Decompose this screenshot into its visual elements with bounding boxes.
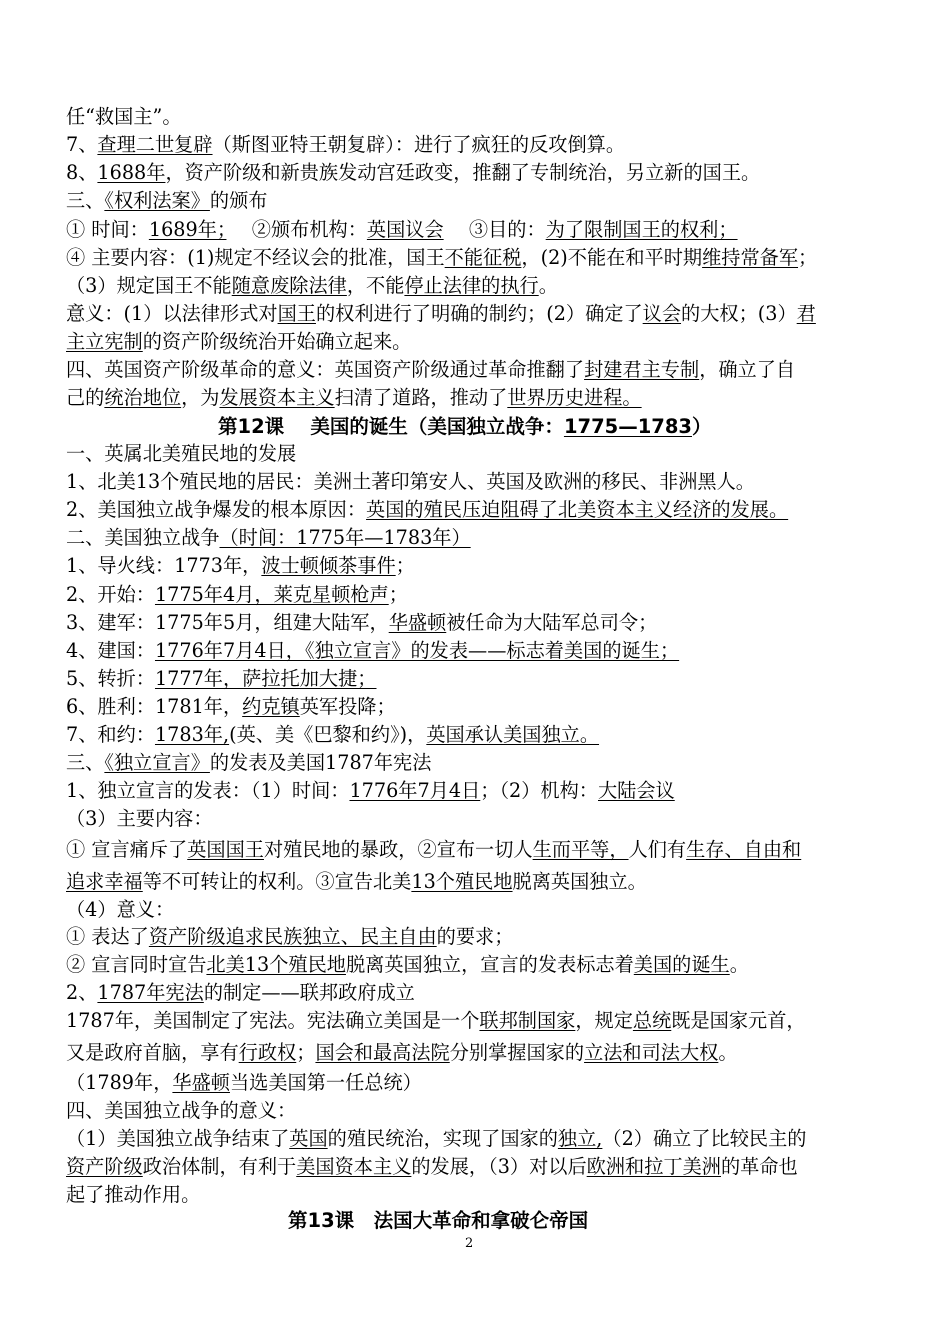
underlined-key-term: 君 [796,302,816,325]
text-line [66,496,788,524]
text-segment: 当选美国第一任总统） [229,1071,422,1094]
text-segment: ① 宣言痛斥了 [66,838,188,861]
text-segment: ； [395,554,415,577]
underlined-key-term: 立法和司法大权 [584,1041,719,1064]
underlined-key-term: 英国议会 [366,218,444,241]
underlined-key-term: 波士顿倾茶事件 [261,554,396,577]
text-segment: 脱离英国独立。 [512,870,647,893]
text-segment: 人们有 [628,838,687,861]
text-line [66,468,755,496]
underlined-key-term: 国会和最高法院 [315,1041,450,1064]
text-segment: 8、 [66,161,98,184]
text-segment: 2、 [66,981,98,1004]
text-segment: (英、美《巴黎和约》)， [229,723,427,746]
text-line [66,777,675,805]
text-segment: 2、美国独立战争爆发的根本原因： [66,498,367,521]
text-segment: 己的 [66,386,105,409]
underlined-key-term: 1775年4月，莱克星顿枪声 [154,583,389,606]
text-segment: （1789年， [66,1071,173,1094]
text-segment: 一、英属北美殖民地的发展 [66,442,297,465]
text-segment: 分别掌握国家的 [449,1041,585,1064]
text-line [66,356,795,384]
text-line [66,1125,806,1153]
underlined-key-term: 查理二世复辟 [97,133,213,156]
text-segment: 。 [718,1041,738,1064]
text-segment: （斯图亚特王朝复辟）：进行了疯狂的反攻倒算。 [212,133,626,156]
text-line [66,159,760,187]
underlined-key-term: 欧洲和拉丁美洲 [586,1155,721,1178]
underlined-key-term: 为了限制国王的权利； [545,218,738,241]
text-segment: （3）规定国王不能 [66,274,232,297]
text-line [66,1069,422,1097]
text-line [66,384,642,412]
text-line [66,328,411,356]
text-segment: 三、 [66,751,105,774]
text-segment: ，确立了自 [699,358,796,381]
underlined-key-term: 联邦制国家 [479,1009,576,1032]
text-segment: ② 宣言同时宣告 [66,953,207,976]
underlined-key-term: 北美13个殖民地 [206,953,346,976]
underlined-key-term: 不能征税 [444,246,522,269]
text-line [66,805,213,833]
text-segment: 的权利进行了明确的制约；(2）确定了 [315,302,643,325]
text-line [66,868,647,896]
text-line [66,300,816,328]
underlined-key-term: 1777年，萨拉托加大捷； [154,667,377,690]
underlined-key-term: 1783年, [154,723,230,746]
underlined-key-term: 统治地位 [104,386,182,409]
page-number: 2 [465,1236,474,1251]
text-segment: 对殖民地的暴政，②宣布一切人 [263,838,533,861]
text-segment: 四、美国独立战争的意义： [66,1099,297,1122]
text-segment: ③目的： [443,218,546,241]
underlined-key-term: 维持常备军 [702,246,799,269]
underlined-key-term: 追求幸福 [66,870,143,893]
underlined-key-term: 华盛顿 [388,611,447,634]
text-segment: ； [388,583,408,606]
text-line [66,1097,296,1125]
text-segment: ，规定 [575,1009,633,1032]
text-segment: 第12课 美国的诞生（美国独立战争： [218,415,564,438]
text-segment: （1）美国独立战争结束了 [66,1127,290,1150]
text-segment: 又是政府首脑，享有 [66,1041,239,1064]
underlined-key-term: 1775—1783 [563,415,692,438]
text-segment: 的革命也 [720,1155,798,1178]
text-segment: 二、美国独立战争 [66,526,220,549]
text-segment: 起了推动作用。 [66,1183,201,1206]
text-segment: 三、 [66,189,105,212]
underlined-key-term: 主立宪制 [66,330,143,353]
underlined-key-term: 国王 [277,302,316,325]
underlined-key-term: （时间：1775年—1783年） [219,526,471,549]
text-segment: 。 [729,953,749,976]
text-line [66,1039,738,1067]
text-line [66,187,267,215]
text-segment: ① 时间： [66,218,149,241]
text-segment: 3、建军：1775年5月，组建大陆军， [66,611,389,634]
text-segment: ②颁布机构： [226,218,367,241]
underlined-key-term: 总统 [632,1009,672,1032]
text-line [66,665,377,693]
text-line [66,721,599,749]
text-line [66,923,513,951]
text-line [66,272,558,300]
text-line [66,896,174,924]
underlined-key-term: 美国的诞生 [633,953,730,976]
text-line [66,836,801,864]
text-segment: ） [691,415,712,438]
text-segment: 6、胜利：1781年， [66,695,243,718]
underlined-key-term: 发展资本主义 [219,386,335,409]
text-segment: 的发表及美国1787年宪法 [209,751,432,774]
text-line [66,244,817,272]
lesson-heading [288,1206,588,1236]
text-segment: 第13课 法国大革命和拿破仑帝国 [288,1209,589,1232]
text-segment: 1、独立宣言的发表：（1）时间： [66,779,350,802]
underlined-key-term: 美国资本主义 [296,1155,412,1178]
text-segment: 的制定——联邦政府成立 [203,981,415,1004]
text-segment: 1787年，美国制定了宪法。宪法确立美国是一个 [66,1009,480,1032]
text-segment: ；（2）机构： [480,779,598,802]
underlined-key-term: 英国 [289,1127,328,1150]
text-line [66,581,408,609]
text-segment: 政治体制，有利于 [142,1155,297,1178]
underlined-key-term: 《权利法案》 [104,189,210,212]
text-line [66,693,396,721]
text-line [66,979,415,1007]
underlined-key-term: 1688年 [97,161,166,184]
text-segment: 2、开始： [66,583,155,606]
underlined-key-term: 1689年； [148,218,227,241]
text-segment: ① 表达了 [66,925,149,948]
text-segment: 的要求； [436,925,514,948]
text-segment: 7、和约： [66,723,155,746]
text-segment: ； [798,246,818,269]
text-segment: 。 [538,274,558,297]
text-segment: 意义：(1）以法律形式对 [66,302,278,325]
text-segment: 既是国家元首， [671,1009,806,1032]
text-line [66,609,657,637]
underlined-key-term: 13个殖民地 [411,870,513,893]
underlined-key-term: 封建君主专制 [584,358,700,381]
text-segment: （3）主要内容： [66,807,213,830]
underlined-key-term: 独立, [557,1127,603,1150]
text-line [66,524,471,552]
text-line [66,440,296,468]
underlined-key-term: 1776年7月4日，《独立宣言》的发表——标志着美国的诞生； [154,639,680,662]
text-segment: 任“救国主”。 [66,105,182,128]
text-segment: 扫清了道路，推动了 [334,386,508,409]
text-segment: ，(2)不能在和平时期 [521,246,703,269]
underlined-key-term: 约克镇 [242,695,300,718]
underlined-key-term: 停止法律的执行 [404,274,539,297]
text-segment: 的发展，（3）对以后 [411,1155,587,1178]
underlined-key-term: 世界历史进程。 [507,386,642,409]
underlined-key-term: 华盛顿 [172,1071,230,1094]
underlined-key-term: 英国的殖民压迫阻碍了北美资本主义经济的发展。 [366,498,789,521]
text-segment: ④ 主要内容：(1)规定不经议会的批准，国王 [66,246,445,269]
text-line [66,1007,806,1035]
text-segment: 1、导火线：1773年， [66,554,262,577]
text-segment: （2）确立了比较民主的 [602,1127,807,1150]
text-line [66,637,679,665]
underlined-key-term: 随意废除法律 [231,274,347,297]
underlined-key-term: 行政权 [238,1041,297,1064]
underlined-key-term: 英国承认美国独立。 [426,723,600,746]
text-line [66,552,415,580]
text-segment: 等不可转让的权利。③宣告北美 [142,870,412,893]
underlined-key-term: 资产阶级追求民族独立、民主自由 [148,925,437,948]
underlined-key-term: 1776年7月4日 [349,779,481,802]
text-line [66,103,182,131]
underlined-key-term: 1787年宪法 [97,981,204,1004]
text-line [66,1181,200,1209]
text-segment: ，资产阶级和新贵族发动宫廷政变，推翻了专制统治，另立新的国王。 [165,161,761,184]
text-segment: 的殖民统治，实现了国家的 [327,1127,558,1150]
text-segment: ，为 [181,386,220,409]
text-segment: 被任命为大陆军总司令； [446,611,658,634]
text-segment: 四、英国资产阶级革命的意义：英国资产阶级通过革命推翻了 [66,358,585,381]
text-segment: 脱离英国独立，宣言的发表标志着 [345,953,634,976]
text-segment: 5、转折： [66,667,155,690]
text-segment: 1、北美13个殖民地的居民：美洲土著印第安人、英国及欧洲的移民、非洲黑人。 [66,470,755,493]
underlined-key-term: 生而平等， [532,838,629,861]
text-segment: ，不能 [346,274,405,297]
text-segment: 4、建国： [66,639,155,662]
text-segment: 7、 [66,133,98,156]
underlined-key-term: 资产阶级 [66,1155,143,1178]
text-line [66,749,431,777]
text-segment: 的资产阶级统治开始确立起来。 [142,330,412,353]
text-segment: 的大权；(3） [681,302,797,325]
text-line [66,131,625,159]
text-segment: ； [296,1041,316,1064]
lesson-heading [218,412,712,442]
underlined-key-term: 议会 [642,302,682,325]
underlined-key-term: 《独立宣言》 [104,751,210,774]
underlined-key-term: 英国国王 [187,838,264,861]
text-line [66,216,738,244]
text-line [66,951,749,979]
underlined-key-term: 大陆会议 [598,779,675,802]
underlined-key-term: 生存、自由和 [686,838,802,861]
text-segment: 英军投降； [299,695,396,718]
text-segment: 的颁布 [209,189,268,212]
text-segment: （4）意义： [66,898,175,921]
text-line [66,1153,798,1181]
